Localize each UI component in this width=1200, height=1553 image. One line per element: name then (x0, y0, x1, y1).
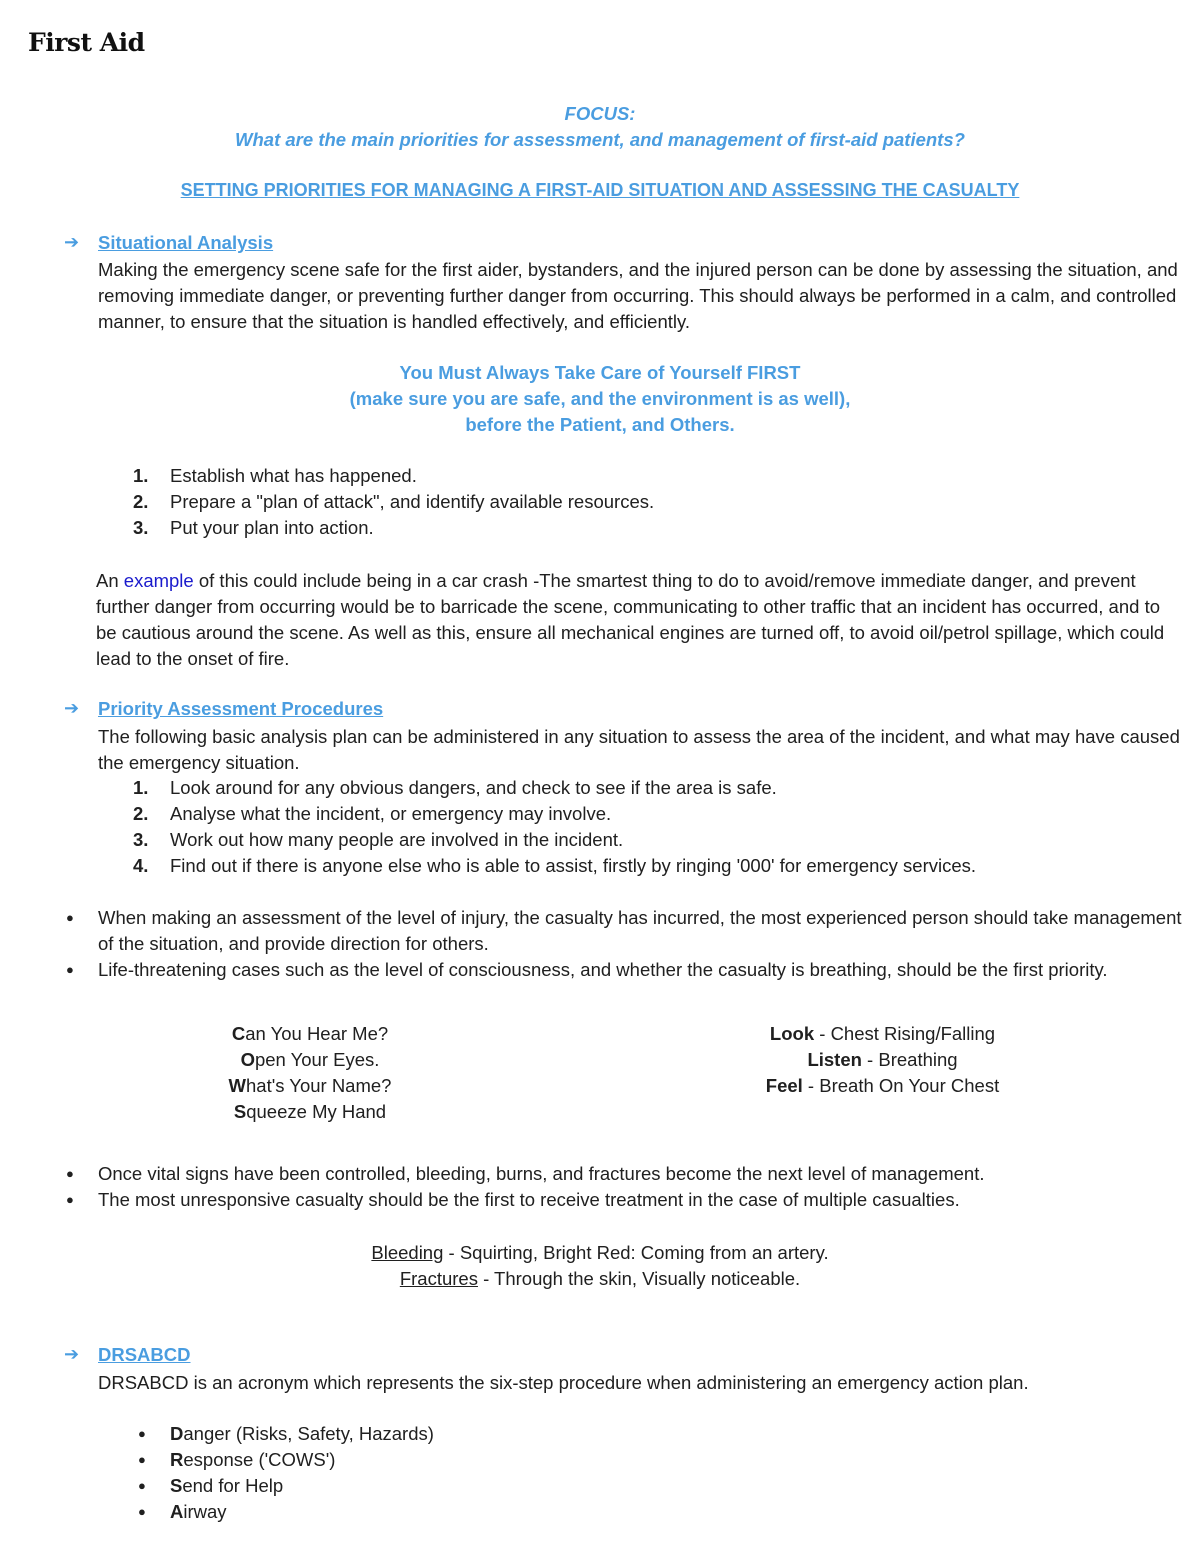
focus-label: FOCUS: (564, 103, 636, 124)
bullet-icon: ● (66, 1166, 74, 1181)
main-heading: SETTING PRIORITIES FOR MANAGING A FIRST-AID SITUATION AND ASSESSING THE CASUALTY (180, 180, 1020, 200)
situational-body: Making the emergency scene safe for the first aider, bystanders, and the injured person can be done by assessing the situation, and removing immediate danger, or preventing further danger from occurring. This should always be performed in a calm, and controlled manner, to ensure that the situation is handled effectively, and efficiently. (98, 259, 1178, 332)
cows-line: Open Your Eyes. (240, 1049, 380, 1070)
look-listen-feel-column (720, 1021, 1045, 1099)
list-item: ● Danger (Risks, Safety, Hazards) (170, 1421, 1070, 1447)
list-item: 2. Prepare a "plan of attack", and identify available resources. (133, 491, 655, 512)
priority-steps (98, 775, 976, 879)
list-item: ● Response ('COWS') (170, 1447, 1070, 1473)
list-item: 4. Find out if there is anyone else who is able to assist, firstly by ringing '000' for emergency services. (133, 855, 977, 876)
list-item: ● Life-threatening cases such as the level of consciousness, and whether the casualty is breathing, should be the first priority. (98, 957, 1183, 983)
drsabcd-list (138, 1421, 1070, 1525)
focus-question: What are the main priorities for assessment, and management of first-aid patients? (235, 129, 965, 150)
callout-line-1: You Must Always Take Care of Yourself FIRST (399, 362, 801, 383)
cows-line: Squeeze My Hand (233, 1101, 387, 1122)
document-title: First Aid (28, 28, 145, 57)
list-item: ● Airway (170, 1499, 1070, 1525)
bullet-icon: ● (138, 1478, 146, 1493)
example-link[interactable]: example (123, 570, 194, 591)
priority-body: The following basic analysis plan can be administered in any situation to assess the area of the incident, and what may have caused the emergency situation. (98, 726, 1180, 773)
list-item: ● When making an assessment of the level of injury, the casualty has incurred, the most experienced person should take management of the situation, and provide direction for others. (66, 907, 1182, 954)
arrow-icon: ➔ (64, 1344, 80, 1364)
list-item: 3. Work out how many people are involved in the incident. (133, 829, 624, 850)
assessment-bullets (66, 905, 1183, 983)
arrow-icon: ➔ (64, 232, 80, 252)
cows-column (180, 1021, 440, 1125)
llf-line: Look - Chest Rising/Falling (769, 1023, 996, 1044)
section-heading-situational-analysis: Situational Analysis (98, 232, 274, 253)
bullet-icon: ● (138, 1452, 146, 1467)
list-item: ● Once vital signs have been controlled, bleeding, burns, and fractures become the next level of management. (98, 1161, 1183, 1187)
callout-line-2: (make sure you are safe, and the environment is as well), (349, 388, 851, 409)
example-paragraph: An example of this could include being in a car crash -The smartest thing to do to avoid/remove immediate danger, and prevent further danger from occurring would be to barricade the scene, communicating to other traffic that an incident has occurred, and to be cautious around the scene. As well as this, ensure all mechanical engines are turned off, to avoid oil/petrol spillage, which could lead to the onset of fire. (96, 570, 1165, 669)
bullet-icon: ● (66, 910, 74, 925)
injury-line-fractures: Fractures - Through the skin, Visually noticeable. (399, 1268, 801, 1289)
arrow-icon: ➔ (64, 698, 80, 718)
list-item: ● The most unresponsive casualty should be the first to receive treatment in the case of multiple casualties. (98, 1187, 1183, 1213)
drsabcd-body: DRSABCD is an acronym which represents the six-step procedure when administering an emergency action plan. (98, 1372, 1029, 1393)
callout-line-3: before the Patient, and Others. (465, 414, 735, 435)
section-heading-drsabcd: DRSABCD (98, 1344, 191, 1365)
section-heading-priority-assessment: Priority Assessment Procedures (98, 698, 384, 719)
bullet-icon: ● (138, 1426, 146, 1441)
situational-steps (98, 463, 654, 541)
bullet-icon: ● (66, 962, 74, 977)
list-item: 1. Establish what has happened. (133, 465, 417, 486)
bullet-icon: ● (66, 1192, 74, 1207)
injury-line-bleeding: Bleeding - Squirting, Bright Red: Coming from an artery. (371, 1242, 829, 1263)
llf-line: Feel - Breath On Your Chest (765, 1075, 1000, 1096)
llf-line: Listen - Breathing (807, 1049, 958, 1070)
list-item: 3. Put your plan into action. (133, 517, 374, 538)
list-item: 1. Look around for any obvious dangers, and check to see if the area is safe. (133, 777, 777, 798)
cows-line: Can You Hear Me? (231, 1023, 389, 1044)
bullet-icon: ● (138, 1504, 146, 1519)
management-bullets (66, 1161, 1183, 1213)
cows-line: What's Your Name? (228, 1075, 392, 1096)
list-item: 2. Analyse what the incident, or emergency may involve. (133, 803, 612, 824)
list-item: ● Send for Help (170, 1473, 1070, 1499)
